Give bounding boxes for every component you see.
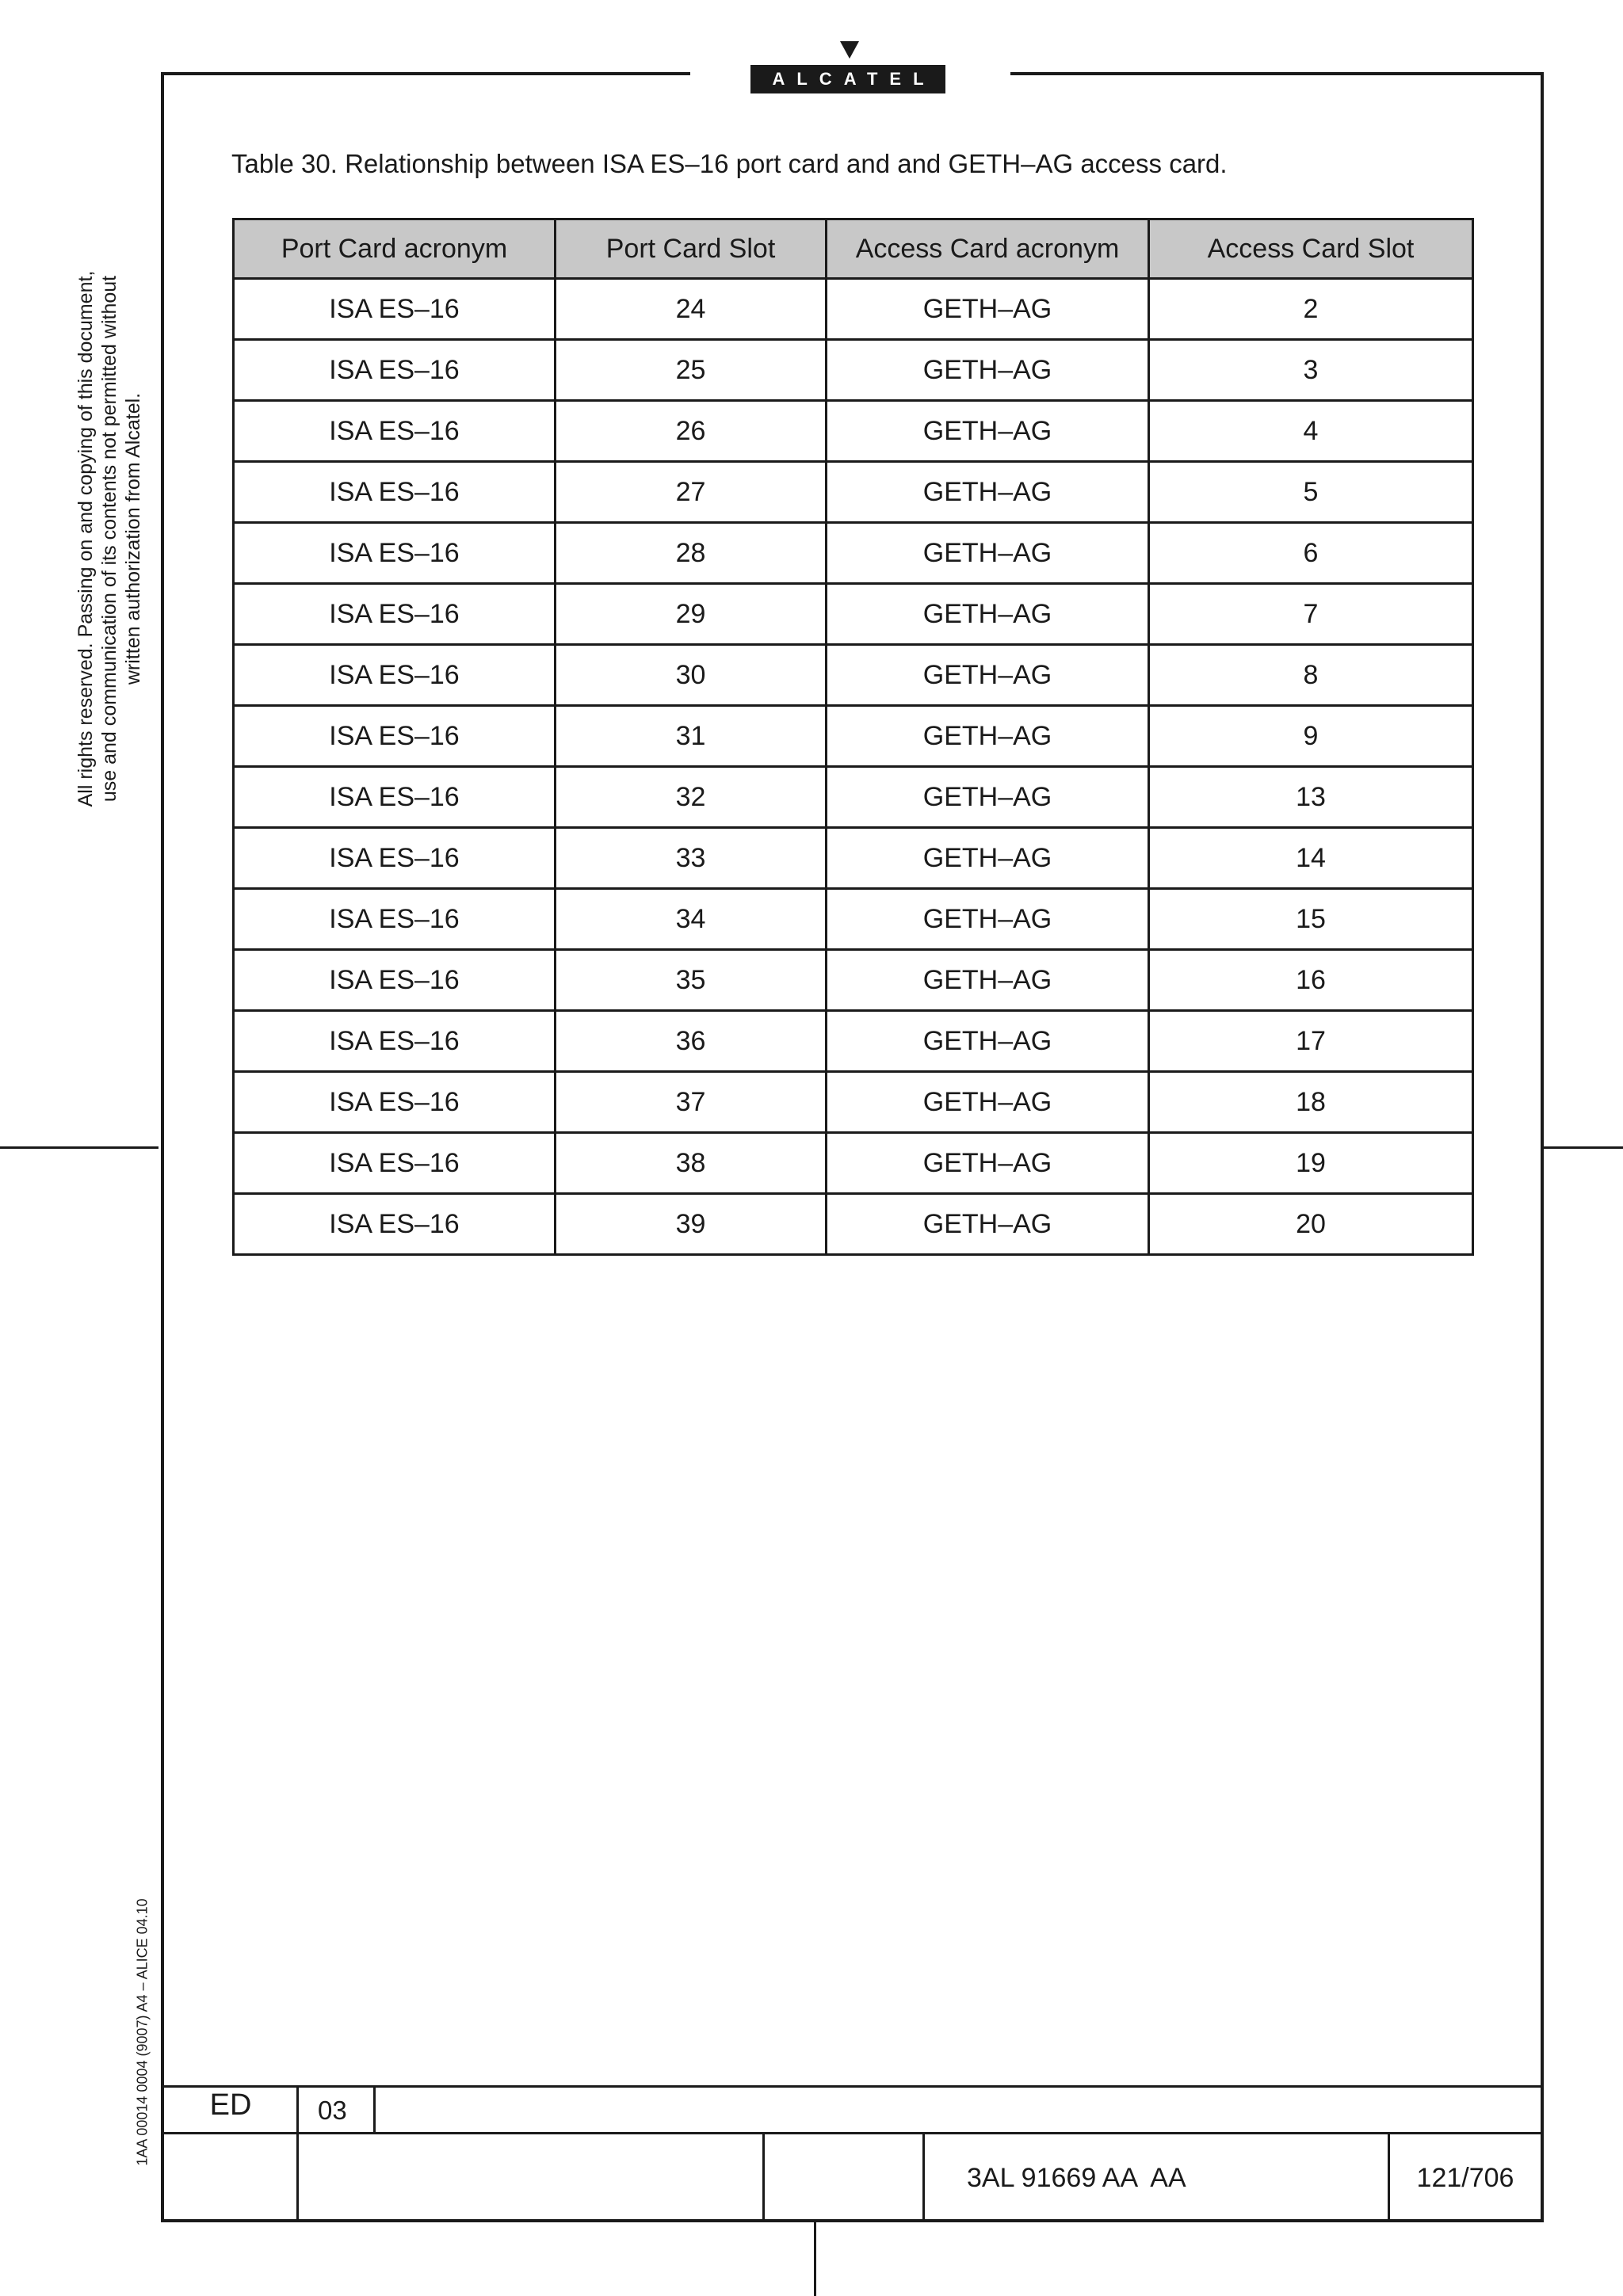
cell-port-card-slot: 31 — [556, 706, 827, 767]
cell-port-card-slot: 30 — [556, 645, 827, 706]
header-port-card-acronym: Port Card acronym — [234, 219, 556, 279]
cell-access-card-acronym: GETH–AG — [827, 706, 1149, 767]
cell-access-card-acronym: GETH–AG — [827, 950, 1149, 1011]
cell-access-card-slot: 9 — [1149, 706, 1473, 767]
cell-port-card-acronym: ISA ES–16 — [234, 645, 556, 706]
cell-access-card-slot: 4 — [1149, 401, 1473, 462]
footer-top-rule — [161, 2085, 1544, 2088]
cell-access-card-acronym: GETH–AG — [827, 523, 1149, 584]
table-row — [234, 340, 1473, 401]
cell-access-card-slot: 18 — [1149, 1072, 1473, 1133]
table-row — [234, 767, 1473, 828]
cell-port-card-slot: 28 — [556, 523, 827, 584]
table-row — [234, 523, 1473, 584]
cell-port-card-slot: 38 — [556, 1133, 827, 1194]
logo-arrow-icon — [840, 41, 859, 59]
cell-access-card-acronym: GETH–AG — [827, 279, 1149, 340]
cell-access-card-slot: 2 — [1149, 279, 1473, 340]
cell-port-card-acronym: ISA ES–16 — [234, 584, 556, 645]
cell-port-card-acronym: ISA ES–16 — [234, 340, 556, 401]
cell-port-card-acronym: ISA ES–16 — [234, 279, 556, 340]
cell-access-card-slot: 16 — [1149, 950, 1473, 1011]
cell-port-card-slot: 26 — [556, 401, 827, 462]
cell-port-card-slot: 37 — [556, 1072, 827, 1133]
cell-access-card-slot: 20 — [1149, 1194, 1473, 1255]
cell-access-card-acronym: GETH–AG — [827, 462, 1149, 523]
cell-access-card-slot: 15 — [1149, 889, 1473, 950]
cell-access-card-slot: 3 — [1149, 340, 1473, 401]
footer-divider-ed-value — [373, 2085, 376, 2133]
cell-port-card-slot: 35 — [556, 950, 827, 1011]
table-caption: Table 30. Relationship between ISA ES–16 port card and and GETH–AG access card. — [231, 149, 1228, 178]
relationship-table — [232, 218, 1474, 1256]
cell-port-card-acronym: ISA ES–16 — [234, 1011, 556, 1072]
cell-access-card-slot: 17 — [1149, 1011, 1473, 1072]
table-row — [234, 462, 1473, 523]
table-row — [234, 706, 1473, 767]
cell-port-card-slot: 34 — [556, 889, 827, 950]
cell-port-card-slot: 25 — [556, 340, 827, 401]
cell-access-card-slot: 6 — [1149, 523, 1473, 584]
cell-access-card-acronym: GETH–AG — [827, 340, 1149, 401]
document-code: 3AL 91669 AA AA — [967, 2163, 1186, 2193]
cell-port-card-acronym: ISA ES–16 — [234, 462, 556, 523]
footer-divider-1 — [762, 2132, 765, 2222]
table-row — [234, 1072, 1473, 1133]
cell-access-card-acronym: GETH–AG — [827, 584, 1149, 645]
cell-port-card-acronym: ISA ES–16 — [234, 950, 556, 1011]
table-row — [234, 1194, 1473, 1255]
cell-access-card-acronym: GETH–AG — [827, 401, 1149, 462]
footer-middle-rule — [161, 2132, 1544, 2134]
form-code: 1AA 00014 0004 (9007) A4 – ALICE 04.10 — [134, 1898, 151, 2166]
table-row — [234, 279, 1473, 340]
header-port-card-slot: Port Card Slot — [556, 219, 827, 279]
cell-access-card-acronym: GETH–AG — [827, 828, 1149, 889]
cell-access-card-acronym: GETH–AG — [827, 1072, 1149, 1133]
cell-port-card-acronym: ISA ES–16 — [234, 1133, 556, 1194]
cell-access-card-slot: 8 — [1149, 645, 1473, 706]
cell-port-card-acronym: ISA ES–16 — [234, 523, 556, 584]
cell-port-card-acronym: ISA ES–16 — [234, 828, 556, 889]
table-row — [234, 401, 1473, 462]
cell-access-card-acronym: GETH–AG — [827, 767, 1149, 828]
header-access-card-slot: Access Card Slot — [1149, 219, 1473, 279]
cell-port-card-slot: 39 — [556, 1194, 827, 1255]
cell-access-card-acronym: GETH–AG — [827, 645, 1149, 706]
cell-port-card-slot: 29 — [556, 584, 827, 645]
fold-mark-bottom — [814, 2222, 816, 2296]
cell-port-card-slot: 36 — [556, 1011, 827, 1072]
table-row — [234, 828, 1473, 889]
footer-divider-2 — [922, 2132, 925, 2222]
edition-value: 03 — [318, 2096, 347, 2125]
cell-access-card-slot: 7 — [1149, 584, 1473, 645]
cell-access-card-slot: 14 — [1149, 828, 1473, 889]
cell-port-card-slot: 24 — [556, 279, 827, 340]
table-body — [234, 279, 1473, 1255]
table-row — [234, 584, 1473, 645]
frame-top-left — [161, 72, 690, 75]
cell-access-card-slot: 19 — [1149, 1133, 1473, 1194]
cell-access-card-acronym: GETH–AG — [827, 1194, 1149, 1255]
footer-divider-3 — [1388, 2132, 1390, 2222]
page-number: 121/706 — [1416, 2163, 1514, 2193]
table-row — [234, 889, 1473, 950]
alcatel-logo: ALCATEL — [750, 65, 945, 93]
cell-port-card-slot: 33 — [556, 828, 827, 889]
copyright-notice: All rights reserved. Passing on and copying of this document, use and communication of its contents not permitted without written authorization from Alcatel. — [74, 270, 144, 807]
frame-top-right — [1010, 72, 1544, 75]
table-row — [234, 1011, 1473, 1072]
fold-mark-right — [1544, 1146, 1623, 1149]
cell-port-card-acronym: ISA ES–16 — [234, 401, 556, 462]
cell-port-card-acronym: ISA ES–16 — [234, 889, 556, 950]
cell-port-card-acronym: ISA ES–16 — [234, 706, 556, 767]
table-row — [234, 950, 1473, 1011]
cell-port-card-slot: 32 — [556, 767, 827, 828]
cell-access-card-slot: 13 — [1149, 767, 1473, 828]
cell-access-card-acronym: GETH–AG — [827, 1011, 1149, 1072]
edition-label: ED — [209, 2088, 252, 2122]
fold-mark-left — [0, 1146, 158, 1149]
cell-port-card-acronym: ISA ES–16 — [234, 767, 556, 828]
frame-left — [161, 74, 164, 2222]
table-row — [234, 645, 1473, 706]
table-header-row — [234, 219, 1473, 279]
cell-access-card-acronym: GETH–AG — [827, 1133, 1149, 1194]
cell-port-card-slot: 27 — [556, 462, 827, 523]
cell-access-card-slot: 5 — [1149, 462, 1473, 523]
header-access-card-acronym: Access Card acronym — [827, 219, 1149, 279]
table-row — [234, 1133, 1473, 1194]
cell-port-card-acronym: ISA ES–16 — [234, 1194, 556, 1255]
cell-access-card-acronym: GETH–AG — [827, 889, 1149, 950]
cell-port-card-acronym: ISA ES–16 — [234, 1072, 556, 1133]
frame-bottom — [161, 2219, 1544, 2222]
